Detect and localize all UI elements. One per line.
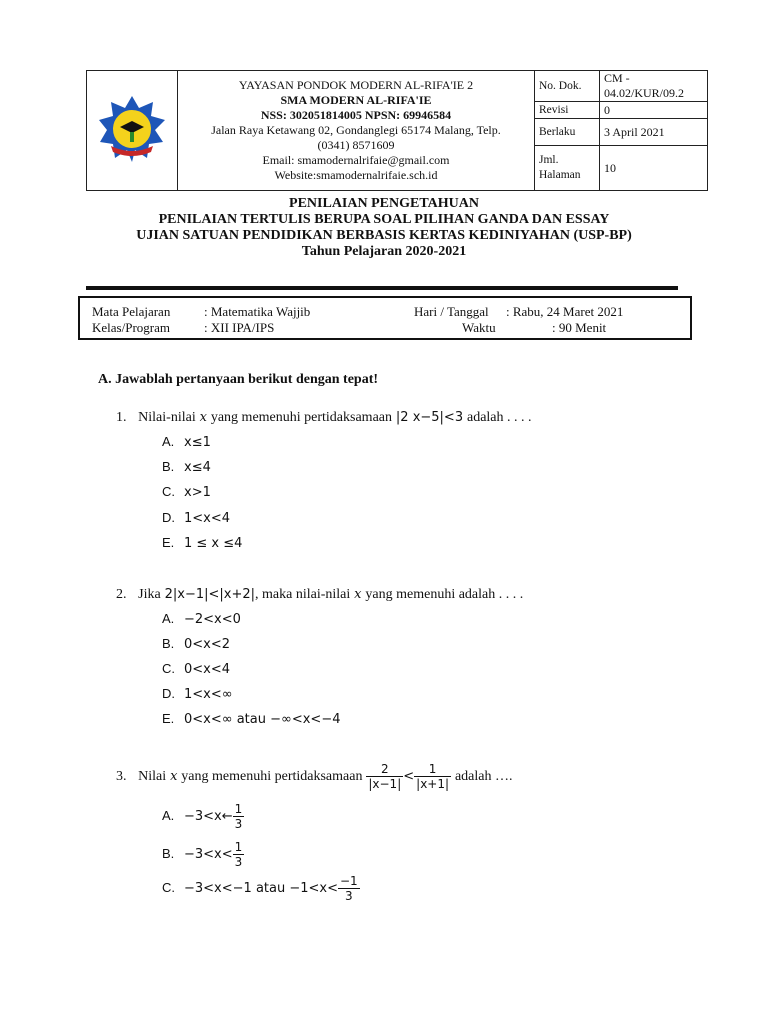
section-a-heading: A. Jawablah pertanyaan berikut dengan tepat! bbox=[98, 372, 379, 387]
title-line-4: Tahun Pelajaran 2020-2021 bbox=[301, 244, 467, 259]
option-fraction: $\frac{1}{3}$ bbox=[234, 840, 243, 869]
exam-info-box bbox=[78, 296, 692, 340]
q1-option-d[interactable]: D. 1<x<4 bbox=[162, 510, 231, 526]
school-address: Jalan Raya Ketawang 02, Gondanglegi 65174 Malang, Telp. bbox=[211, 123, 501, 137]
mapel-value: : Matematika Wajjib bbox=[204, 304, 311, 319]
option-fraction: $\frac{-1}{3}$ bbox=[339, 874, 358, 903]
berlaku-label: Berlaku bbox=[535, 119, 600, 146]
school-nss: NSS: 302051814005 NPSN: 69946584 bbox=[260, 108, 452, 122]
q3-option-b[interactable]: B. −3<x< $\frac{1}{3}$ bbox=[162, 840, 243, 869]
question-1: 1. Nilai-nilai x yang memenuhi pertidaksamaan |2 x−5|<3 adalah . . . . bbox=[116, 410, 532, 425]
question-expression: |2 x−5|<3 bbox=[395, 410, 464, 425]
horizontal-rule bbox=[86, 286, 678, 290]
title-line-2: PENILAIAN TERTULIS BERUPA SOAL PILIHAN GANDA DAN ESSAY bbox=[158, 212, 610, 227]
school-name: SMA MODERN AL-RIFA'IE bbox=[280, 93, 432, 107]
q1-option-c[interactable]: C. x>1 bbox=[162, 484, 211, 500]
document-header bbox=[86, 70, 708, 191]
title-line-1: PENILAIAN PENGETAHUAN bbox=[289, 196, 479, 211]
kelas-value: : XII IPA/IPS bbox=[204, 320, 275, 335]
question-number: 3. bbox=[116, 769, 127, 785]
revisi-value: 0 bbox=[600, 102, 708, 119]
doc-no-label: No. Dok. bbox=[535, 71, 600, 102]
q1-option-e[interactable]: E. 1 ≤ x ≤4 bbox=[162, 535, 243, 551]
question-3: 3. Nilai x yang memenuhi pertidaksamaan $\frac{2}{|x-1|}$ < $\frac{1}{|x+1|}$ adalah …. bbox=[116, 762, 513, 791]
school-logo-icon bbox=[97, 94, 167, 164]
q2-option-b[interactable]: B. 0<x<2 bbox=[162, 636, 231, 652]
berlaku-value: 3 April 2021 bbox=[600, 119, 708, 146]
fraction-right: $\frac{1}{|x+1|}$ bbox=[416, 762, 450, 791]
question-number: 2. bbox=[116, 587, 127, 602]
question-number: 1. bbox=[116, 410, 127, 425]
school-phone: (0341) 8571609 bbox=[317, 138, 395, 152]
q2-option-e[interactable]: E. 0<x<∞ atau −∞<x<−4 bbox=[162, 711, 341, 727]
exam-titles bbox=[0, 196, 768, 260]
school-logo-cell bbox=[87, 71, 178, 191]
title-line-3: UJIAN SATUAN PENDIDIKAN BERBASIS KERTAS KEDINIYAHAN (USP-BP) bbox=[136, 228, 632, 243]
q2-option-a[interactable]: A. −2<x<0 bbox=[162, 611, 241, 627]
mapel-label: Mata Pelajaran bbox=[92, 304, 171, 319]
revisi-label: Revisi bbox=[535, 102, 600, 119]
question-expression: 2|x−1|<|x+2| bbox=[164, 587, 256, 602]
school-email: Email: smamodernalrifaie@gmail.com bbox=[262, 153, 450, 167]
q3-option-a[interactable]: A. −3<x← $\frac{1}{3}$ bbox=[162, 802, 243, 831]
q3-option-c[interactable]: C. −3<x<−1 atau −1<x< $\frac{-1}{3}$ bbox=[162, 874, 358, 903]
q2-option-c[interactable]: C. 0<x<4 bbox=[162, 661, 231, 677]
halaman-value: 10 bbox=[600, 146, 708, 191]
halaman-label: Jml. Halaman bbox=[535, 146, 600, 191]
yayasan-name: YAYASAN PONDOK MODERN AL-RIFA'IE 2 bbox=[238, 78, 474, 92]
hari-label: Hari / Tanggal bbox=[414, 304, 489, 319]
q2-option-d[interactable]: D. 1<x<∞ bbox=[162, 686, 233, 702]
q1-option-a[interactable]: A. x≤1 bbox=[162, 434, 211, 450]
fraction-left: $\frac{2}{|x-1|}$ bbox=[368, 762, 402, 791]
school-website: Website:smamodernalrifaie.sch.id bbox=[274, 168, 438, 182]
kelas-label: Kelas/Program bbox=[92, 320, 170, 335]
option-fraction: $\frac{1}{3}$ bbox=[234, 802, 243, 831]
q1-option-b[interactable]: B. x≤4 bbox=[162, 459, 211, 475]
doc-no-value: CM - 04.02/KUR/09.2 bbox=[600, 71, 708, 102]
institution-info bbox=[178, 71, 535, 191]
waktu-label: Waktu bbox=[462, 320, 496, 335]
hari-value: : Rabu, 24 Maret 2021 bbox=[506, 304, 624, 319]
question-2: 2. Jika 2|x−1|<|x+2|, maka nilai-nilai x yang memenuhi adalah . . . . bbox=[116, 587, 524, 602]
waktu-value: : 90 Menit bbox=[552, 320, 607, 335]
